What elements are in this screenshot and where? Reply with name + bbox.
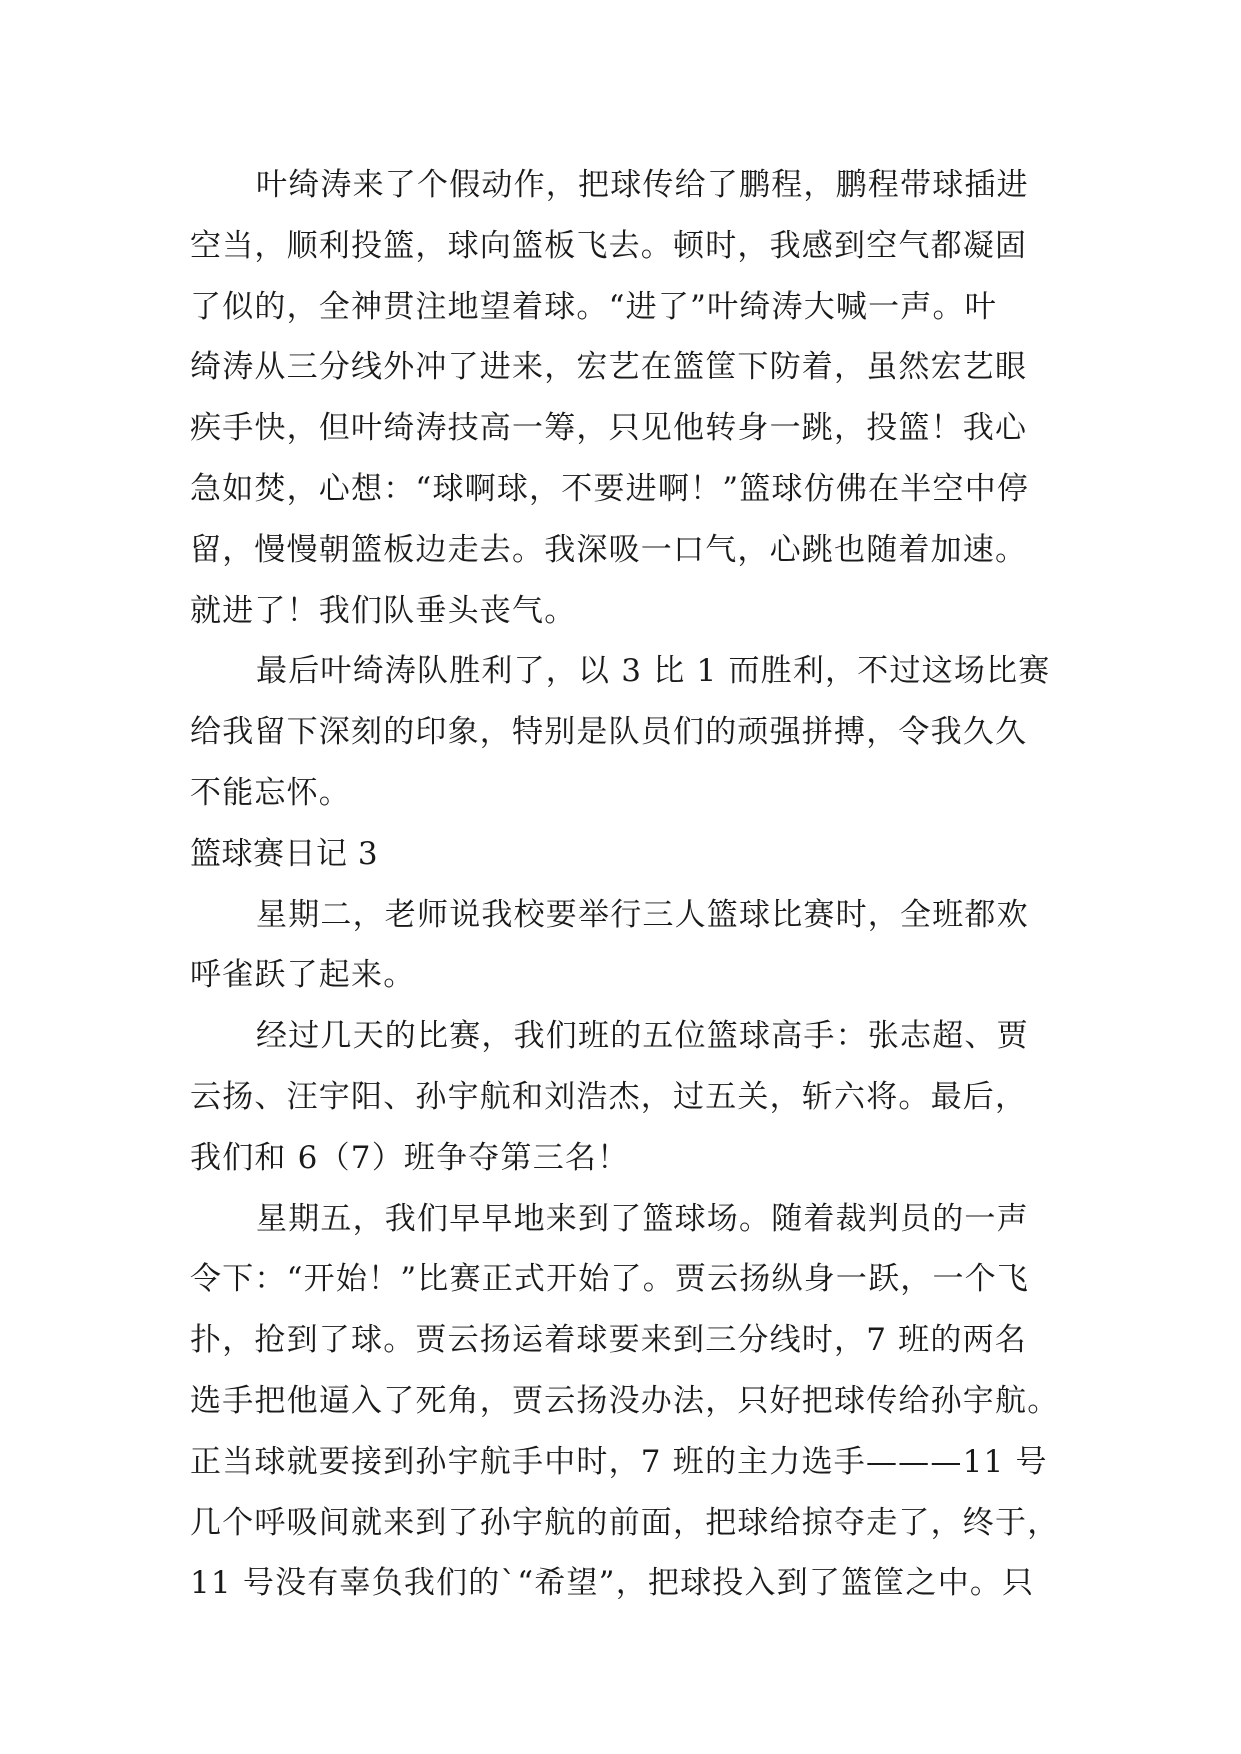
text-line: 呼雀跃了起来。 <box>190 957 416 994</box>
text-line: 就进了！我们队垂头丧气。 <box>190 592 577 629</box>
text-line: 几个呼吸间就来到了孙宇航的前面，把球给掠夺走了，终于， <box>190 1504 1060 1541</box>
text-line: 星期五，我们早早地来到了篮球场。随着裁判员的一声 <box>256 1200 1029 1237</box>
text-line: 11 号没有辜负我们的`“希望”，把球投入到了篮筐之中。只 <box>190 1565 1035 1602</box>
text-line: 正当球就要接到孙宇航手中时，7 班的主力选手———11 号 <box>190 1443 1048 1480</box>
text-line: 我们和 6（7）班争夺第三名！ <box>190 1139 630 1176</box>
text-line: 不能忘怀。 <box>190 774 351 811</box>
text-line: 绮涛从三分线外冲了进来，宏艺在篮筐下防着，虽然宏艺眼 <box>190 349 1028 386</box>
text-line: 令下：“开始！”比赛正式开始了。贾云扬纵身一跃，一个飞 <box>190 1261 1030 1298</box>
document-body <box>190 155 1058 1614</box>
text-line: 星期二，老师说我校要举行三人篮球比赛时，全班都欢 <box>256 896 1029 933</box>
text-line: 给我留下深刻的印象，特别是队员们的顽强拼搏，令我久久 <box>190 714 1028 751</box>
section-heading: 篮球赛日记 3 <box>190 835 379 872</box>
text-line: 最后叶绮涛队胜利了，以 3 比 1 而胜利，不过这场比赛 <box>256 653 1051 690</box>
text-line: 选手把他逼入了死角，贾云扬没办法，只好把球传给孙宇航。 <box>190 1382 1060 1419</box>
text-line: 云扬、汪宇阳、孙宇航和刘浩杰，过五关，斩六将。最后， <box>190 1078 1028 1115</box>
text-line: 经过几天的比赛，我们班的五位篮球高手：张志超、贾 <box>256 1018 1029 1055</box>
text-line: 了似的，全神贯注地望着球。“进了”叶绮涛大喊一声。叶 <box>190 288 997 325</box>
text-line: 扑，抢到了球。贾云扬运着球要来到三分线时，7 班的两名 <box>190 1322 1027 1359</box>
text-line: 疾手快，但叶绮涛技高一筹，只见他转身一跳，投篮！我心 <box>190 410 1028 447</box>
text-line: 叶绮涛来了个假动作，把球传给了鹏程，鹏程带球插进 <box>256 167 1029 203</box>
text-line: 留，慢慢朝篮板边走去。我深吸一口气，心跳也随着加速。 <box>190 531 1028 568</box>
text-line: 急如焚，心想：“球啊球，不要进啊！”篮球仿佛在半空中停 <box>190 470 1030 507</box>
text-line: 空当，顺利投篮，球向篮板飞去。顿时，我感到空气都凝固 <box>190 227 1028 264</box>
